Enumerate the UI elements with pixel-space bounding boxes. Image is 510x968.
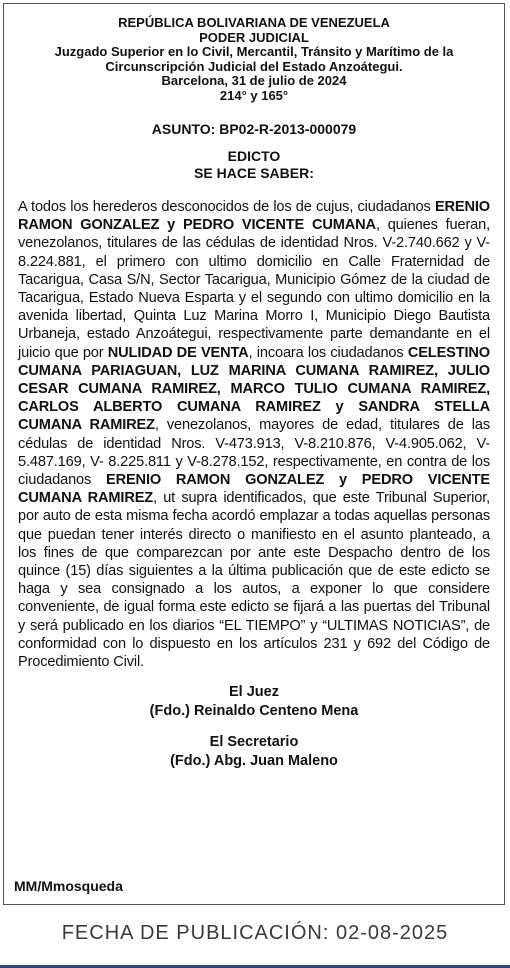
judge-name: (Fdo.) Reinaldo Centeno Mena: [149, 703, 359, 720]
body-text-5: , ut supra identificados, que este Tribunal Superior, por auto de esta misma fecha acordó emplazar a todas aquellas personas que puedan tener interés directo o manifiesto en el asunto planteado, a los fines de que comparezcan por ante este Despacho dentro de los quince (15) días siguientes a la última publicación que de este edicto se haga y sea consignado a los autos, a exponer lo que considere conveniente, de igual forma este edicto se fijará a las puertas del Tribunal y será publicado en los diarios “EL TIEMPO” y “ULTIMAS NOTICIAS”, de conformidad con lo dispuesto en los artículos 231 y 692 del Código de Procedimiento Civil.: [18, 490, 490, 671]
judge-signature: [18, 683, 490, 721]
publication-date: FECHA DE PUBLICACIÓN: 02-08-2025: [61, 922, 449, 944]
body-text-2: , quienes fueran, venezolanos, titulares de las cédulas de identidad Nros. V-2.740.662 y V-8.224.881, el primero con ultimo domicilio en Calle Fraternidad de Tacarigua, Casa S/N, Sector Tacarigua, Municipio Gómez de la ciudad de Tacarigua, Estado Nueva Esparta y el segundo con ultimo domicilio en la avenida libertad, Quinta Luz Marina Morro I, Municipio Diego Bautista Urbaneja, estado Anzoátegui, respectivamente parte demandante en el juicio que por: [18, 217, 490, 361]
body-text-4: , venezolanos, mayores de edad, titulares de las cédulas de identidad Nros. V-473.913, V-8.210.876, V-4.905.062, V-5.487.169, V- 8.225.811 y V-8.278.152, respectivamente, en contra de los ciudadanos: [18, 417, 490, 489]
body-text-3: , incoara los ciudadanos: [248, 344, 408, 361]
case-number: ASUNTO: BP02-R-2013-000079: [151, 121, 357, 137]
secretary-signature: [18, 733, 490, 771]
header-branch: PODER JUDICIAL: [199, 29, 309, 45]
judge-title: El Juez: [229, 684, 279, 701]
body-bold-3: CELESTINO CUMANA PARIAGUAN, LUZ MARINA CUMANA RAMIREZ, JULIO CESAR CUMANA RAMIREZ, MARCO TULIO CUMANA RAMIREZ, CARLOS ALBERTO CUMANA RAMIREZ y SANDRA STELLA CUMANA RAMIREZ: [18, 344, 490, 434]
edict-heading: [18, 148, 490, 182]
body-bold-2: NULIDAD DE VENTA: [107, 344, 249, 361]
body-text-1: A todos los herederos desconocidos de los de cujus, ciudadanos: [18, 199, 435, 215]
header-court: Juzgado Superior en lo Civil, Mercantil, Tránsito y Marítimo de la: [54, 44, 454, 59]
secretary-title: El Secretario: [209, 734, 299, 751]
edict-subtitle: SE HACE SABER:: [194, 165, 314, 181]
edict-title: EDICTO: [227, 148, 281, 164]
body-bold-4: ERENIO RAMON GONZALEZ y PEDRO VICENTE CUMANA RAMIREZ: [18, 472, 490, 507]
secretary-name: (Fdo.) Abg. Juan Maleno: [170, 753, 338, 770]
header-years: 214° y 165°: [219, 87, 289, 103]
header-date: Barcelona, 31 de julio de 2024: [161, 73, 347, 88]
header-jurisdiction: Circunscripción Judicial del Estado Anzoátegui.: [105, 58, 403, 74]
body-bold-1: ERENIO RAMON GONZALEZ y PEDRO VICENTE CUMANA: [18, 199, 490, 234]
initials: MM/Mmosqueda: [14, 878, 123, 894]
edict-body: [18, 198, 490, 671]
court-header: [18, 16, 490, 103]
header-country: REPÚBLICA BOLIVARIANA DE VENEZUELA: [118, 15, 390, 30]
edict-frame: [3, 3, 505, 905]
